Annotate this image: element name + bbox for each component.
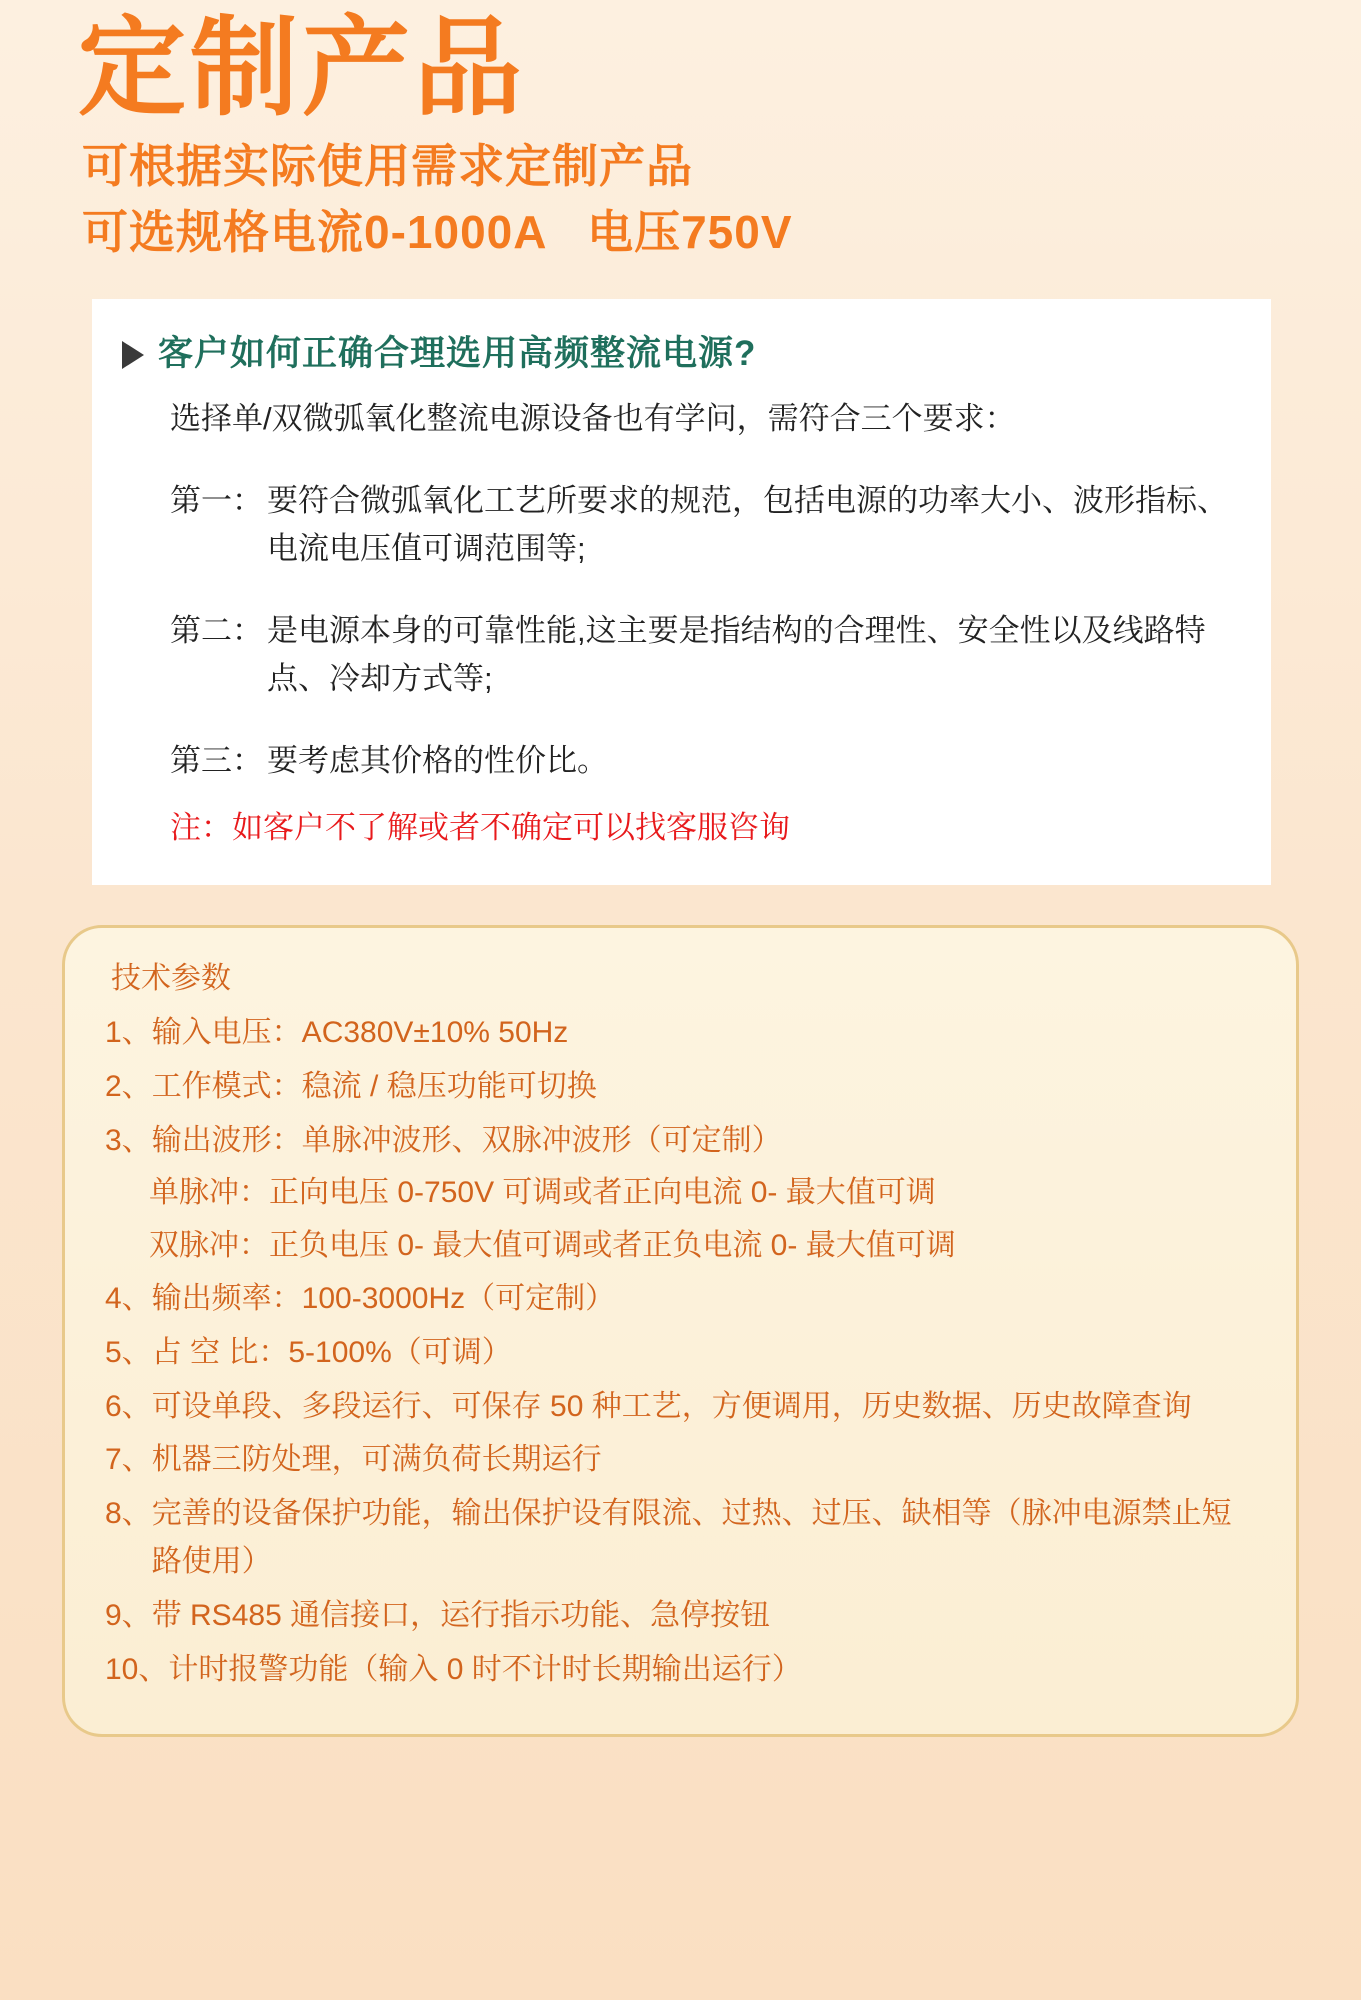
spec-row-number: 10、 [105, 1652, 169, 1686]
spec-row [105, 1009, 1256, 1058]
spec-row [105, 1063, 1256, 1112]
spec-row [105, 1436, 1256, 1485]
header-subtitle-1: 可根据实际使用需求定制产品 [82, 139, 693, 192]
spec-row-text: 计时报警功能（输入 0 时不计时长期输出运行） [168, 1652, 802, 1686]
question-intro: 选择单/双微弧氧化整流电源设备也有学问，需符合三个要求： [170, 401, 1016, 437]
item-text: 要符合微弧氧化工艺所要求的规范，包括电源的功率大小、波形指标、电流电压值可调范围等; [267, 482, 1228, 566]
spec-card [62, 925, 1299, 1737]
spec-row-number: 1、 [105, 1016, 152, 1050]
spec-row-number: 3、 [105, 1123, 152, 1157]
item-text: 是电源本身的可靠性能,这主要是指结构的合理性、安全性以及线路特点、冷却方式等; [267, 612, 1206, 696]
spec-row-number: 8、 [105, 1496, 152, 1530]
spec-row [105, 1329, 1256, 1378]
question-title: 客户如何正确合理选用高频整流电源? [158, 334, 757, 374]
spec-subrow: 双脉冲：正负电压 0- 最大值可调或者正负电流 0- 最大值可调 [149, 1228, 956, 1262]
spec-row-number: 4、 [105, 1282, 152, 1316]
spec-row-text: 完善的设备保护功能，输出保护设有限流、过热、过压、缺相等（脉冲电源禁止短路使用） [151, 1496, 1232, 1579]
spec-row-text: 机器三防处理，可满负荷长期运行 [151, 1443, 602, 1477]
item-text: 要考虑其价格的性价比。 [267, 742, 608, 778]
spec-card-title: 技术参数 [111, 962, 231, 996]
question-card [92, 299, 1271, 885]
spec-subrow: 单脉冲：正向电压 0-750V 可调或者正向电流 0- 最大值可调 [149, 1176, 936, 1210]
spec-row-number: 6、 [105, 1389, 152, 1423]
spec-row [105, 1490, 1256, 1587]
list-item [170, 607, 1237, 703]
spec-row-text: 占 空 比：5-100%（可调） [151, 1335, 512, 1369]
question-title-row [122, 329, 1237, 378]
spec-row-text: 可设单段、多段运行、可保存 50 种工艺，方便调用，历史数据、历史故障查询 [151, 1389, 1192, 1423]
note-text: 注：如客户不了解或者不确定可以找客服咨询 [170, 809, 790, 845]
list-item [170, 477, 1237, 573]
item-label: 第三： [170, 742, 263, 778]
spec-row [105, 1592, 1256, 1641]
item-label: 第一： [170, 482, 263, 518]
page-title: 定制产品 [78, 7, 527, 128]
spec-row-number: 7、 [105, 1443, 152, 1477]
spec-row-text: 输出波形：单脉冲波形、双脉冲波形（可定制） [151, 1123, 782, 1157]
spec-row-text: 输出频率：100-3000Hz（可定制） [151, 1282, 616, 1316]
spec-row [105, 1275, 1256, 1324]
header-subtitle-2: 可选规格电流0-1000A 电压750V [82, 206, 793, 259]
spec-row-number: 2、 [105, 1069, 152, 1103]
triangle-right-icon [122, 341, 144, 369]
spec-row-text: 带 RS485 通信接口，运行指示功能、急停按钮 [151, 1598, 771, 1632]
spec-row [105, 1646, 1256, 1695]
spec-row-text: 输入电压：AC380V±10% 50Hz [151, 1016, 569, 1050]
spec-row-number: 5、 [105, 1335, 152, 1369]
spec-row-text: 工作模式：稳流 / 稳压功能可切换 [151, 1069, 597, 1103]
spec-row [105, 1117, 1256, 1166]
header [0, 0, 1361, 263]
item-label: 第二： [170, 612, 263, 648]
spec-row [105, 1383, 1256, 1432]
spec-row-number: 9、 [105, 1598, 152, 1632]
list-item [170, 737, 1237, 785]
